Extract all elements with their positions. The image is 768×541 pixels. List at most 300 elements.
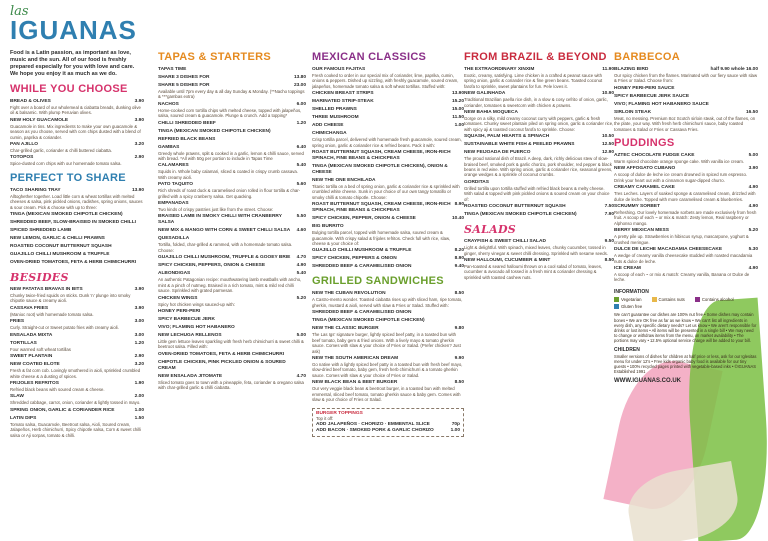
menu-item-price: 9.40 [454,264,464,270]
menu-item-description: Our very veggie black bean & beetroot burger, in a toasted bun with melted emmental, sliced beef tomato, tomato gherkin sauce & baby gem. Comes with slaw & your choice of Fries or Salad. [312,386,461,402]
menu-item [10,408,144,414]
menu-item-price: 1.50 [134,415,144,421]
menu-item-name: OVEN-DRIED TOMATOES, FETA & HERB CHIMICHURRI [10,260,137,266]
menu-item [614,110,758,132]
menu-item-price: 5.30 [748,247,758,253]
menu-item-price: 1.00 [454,123,464,129]
menu-item-price: 3.90 [134,287,144,293]
website-link[interactable]: WWW.IGUANAS.CO.UK [614,378,681,385]
menu-item-description: Traditional Brazilian paella rice dish, in a slow & cosy cefrito of onion, garlic, coriander, tomatoes & sweetcorn with chicken & prawns. [464,97,608,108]
menu-item-row [10,354,144,360]
menu-item-name: NEW LECHUGA RELLENOS [158,332,222,338]
legend-entry [614,304,642,309]
menu-item-name: NEW THE CUBAN REVOLUTION [312,291,386,297]
menu-item [312,202,464,214]
menu-item [614,86,758,92]
menu-item-row [158,137,306,143]
section-title: BESIDES [10,271,69,285]
burger-toppings-box [312,408,464,436]
menu-item-price: 3.00 [134,319,144,325]
menu-item-name: SUSTAINABLE WHITE FISH & PEELED PRAWNS [464,142,575,148]
menu-item-description: Pan-toasted & seared halloumi thrown on a cool salad of tomato, leaves, cucumber & avocado all tossed in a fresh mint & coriander dressing & sprinkled with toasted cashew nuts. [464,263,603,280]
menu-item-name: HONEY PERI-PERI [158,308,201,314]
section-title: FROM BRAZIL & BEYOND [464,51,607,63]
burger-toppings-title: BURGER TOPPINGS [316,411,363,417]
menu-item-name: SPICY BARBECUE JERK SAUCE [614,93,690,99]
menu-item-row [10,236,144,242]
menu-item-price: 12.50 [601,142,614,148]
menu-item-price: 11.50 [452,115,464,121]
brand-logo [10,4,144,45]
menu-item-row [312,91,464,97]
menu-item [10,244,144,250]
menu-item-name: TACO SHARING TRAY [10,187,61,193]
menu-item-name: FRIES [10,319,25,325]
menu-item-price: 2.90 [134,155,144,161]
menu-item-name: NEW AFFOGATO CUBANO [614,166,676,172]
menu-item-row [312,164,464,176]
menu-item-price: 1.90 [134,380,144,386]
menu-item [10,236,144,242]
menu-item-name: NEW THE CLASSIC BURGER [312,326,379,332]
menu-item [464,150,614,178]
menu-item [312,115,464,121]
menu-item-name: SPICED SHREDDED LAMB [10,228,72,234]
menu-item-description: A scoop of each ~ or mix & match: Creamy vanilla, Banana or Dulce de leche. [614,271,750,283]
menu-item-name: NEW GALINHADA [464,91,506,97]
menu-item-name: NACHOS [158,101,179,107]
menu-item [158,271,306,293]
menu-item-name: SHELLED PRAWNS [312,107,357,113]
menu-item [464,204,614,210]
menu-item-name: NEW HOLY GUACAMOLE [10,117,69,123]
menu-item-row [158,263,306,269]
menu-item [312,67,464,89]
menu-item-row [464,212,614,218]
menu-item [158,325,306,331]
menu-item-name: GUAJILLO CHILLI MUSHROOM & TRUFFLE [10,252,110,258]
menu-item [158,296,306,307]
menu-item-row [312,216,464,222]
menu-item-row [10,244,144,250]
menu-item-name: FRIJOLES REFRITOS [10,380,59,386]
menu-item-name: NEW PATATAS BRAVAS IN BITS [10,287,83,293]
menu-item [312,178,464,200]
menu-item-name: SPICY BARBECUE JERK [158,316,215,322]
menu-item-name: HONEY PERI-PERI SAUCE [614,85,675,91]
menu-item-description: Squids in. Whole baby calamari, sliced & coated in crispy crumb cassava. With creamy aioli. [158,169,298,180]
menu-item-row [158,325,306,331]
menu-item [158,228,306,234]
legend-label: Contains nuts [658,296,685,302]
menu-item-description: Spicy hot chicken wings sauced-up with: [158,301,235,307]
legend-swatch-icon [614,297,619,302]
menu-item [464,239,614,256]
menu-column-2 [158,0,306,541]
legend-entry [614,297,642,302]
menu-item-description: Fresh & fat corn cob. Lovingly smothered in aioli, sprinkled crumbled white cheese & a dusting of spices. [10,368,141,379]
menu-item-description: Home-cooked corn tortilla chips with melted cheese, topped with jalapeños, salsa, soured cream & guacamole. Plunge & crunch. Add a topping* [158,107,302,119]
menu-item-price: 9.50 [604,239,614,245]
legend-swatch-icon [652,297,657,302]
menu-item-name: THREE MUSHROOM [312,115,359,121]
menu-item-name: SHREDDED BEEF, SLOW-BRAISED IN SMOKED CHILLI [10,220,136,226]
menu-item [312,318,464,324]
menu-item [10,142,144,153]
menu-item [312,131,464,148]
menu-item-description: Shredded cabbage, carrot, onion, coriander & lightly tossed in mayo. [10,400,141,406]
menu-item-name: ROAST BUTTERNUT SQUASH, CREAM CHEESE, IRON-RICH SPINACH, FINE BEANS & CHICKPEAS [312,202,451,214]
menu-item-description: Fresh cooked to order in our special mix of coriander, lime, paprika, cumin, onions & peppers. Dished up sizzling, with freshly guacamole, soured cream, jalapeños, homemade tomato salsa & soft wheat tortillas. Stuffed with: [312,73,459,89]
menu-item [10,252,144,258]
menu-item-name: TORTILLAS [10,340,37,346]
menu-item-price: 16.50 [745,109,758,115]
menu-item-price: 1.00 [134,407,144,413]
menu-item-price: 23.00 [293,83,306,88]
menu-item [10,416,144,438]
menu-item-name: ALBONDIGAS [158,271,191,277]
menu-item [158,137,306,143]
menu-item [312,326,464,354]
menu-item-name: BRAISED LAMB IN SMOKY CHILLI WITH CRANBERRY SALSA [158,214,282,226]
menu-item [158,121,306,127]
information-text: We can't guarantee our dishes are 100% nut free • Some dishes may contain bones • We are OK free as far as we know • We can't list all ingredients in every dish, any specific dietary needs? Let us know • We aren't responsible for drinks or lost items • All items will be presented in a single bill • We may need to change or withdraw items from the menu, on market availability • The portions may vary • 12.5% optional service charge will be added to your bill. [614,312,757,344]
menu-item-row [10,228,144,234]
menu-item-name: SWEET PLANTAIN [10,354,53,360]
menu-item-price: 5.50 [296,214,306,220]
menu-item-name: CHICKEN BREAST STRIPS [312,91,374,97]
menu-item-description: A Castro-mento wonder. Toasted ciabatta rises up with sliced ham, ripe tomato, gherkin, mustard & aioli, served with slaw & Fries or Salad. Stuffed with: [312,297,463,308]
menu-item-row [614,86,758,92]
brand-name: IGUANAS [10,15,137,45]
legend-label: Contains alcohol [701,296,734,302]
legend-swatch-icon [614,304,619,309]
menu-item [312,224,464,246]
intro-text: Food is a Latin passion, as important as love, music and the sun. All of our food is freshly prepared especially for you with love and care. We hope you enjoy it as much as we do. [10,50,135,77]
menu-item-name: SPICY CHICKEN, PEPPERS & ONION [312,256,397,262]
menu-item [158,129,306,135]
menu-item-description: Chunky twice-fried squids on sticks. Dunk 'n' plunge into smoky chipotle sauce & creamy aioli. [10,293,131,304]
menu-item [158,333,306,350]
menu-item-name: AZTEC CHOCOLATE FUDGE CAKE [614,153,695,159]
menu-item [10,155,144,166]
menu-item-name: NEW BLACK BEAN & BEET BURGER [312,380,398,386]
menu-item [158,255,306,261]
menu-item-name: MARINATED STRIP-STEAK [312,99,374,105]
menu-item-price: 8.50 [454,291,464,297]
menu-item-row [464,142,614,148]
menu-item-price: 4.90 [748,265,758,271]
menu-item-description: Greedy whole prawns, split & cooked in a garlic, lemon & chilli sauce, served with bread. *All with 50g per portion to include in Tapas Time [158,150,304,162]
menu-item-price: 3.00 [134,332,144,338]
menu-item-description: Warm spiced chocolate orange sponge cake. With vanilla ice cream. [614,159,745,165]
menu-item [10,287,144,304]
menu-item-price: 5.60 [296,182,306,188]
menu-item-name: ROASTED COCONUT BUTTERNUT SQUASH [464,204,566,210]
menu-item-description: Grilled tortilla upon tortilla stuffed with refried black beans & melty cheese. With salad & topped with pink pickled onions & soured cream on your choice of: [464,185,610,202]
menu-item-name: TOTOPOS [10,155,34,161]
menu-item [464,91,614,108]
menu-item-row [158,228,306,234]
menu-item-row [464,134,614,140]
menu-item [10,118,144,140]
menu-item [312,164,464,176]
menu-item-price: 11.90 [602,67,614,72]
menu-item-name: REFRIED BLACK BEANS [158,136,216,142]
menu-item-name: NEW FEIJOADA DE PUERCO [464,150,531,156]
menu-item-description: Our spicy chicken from the flames. Marinated with our fiery sauce with slaw & Fries or Salad. Choose from: [614,73,758,84]
menu-item-description: Alltoghether together. Load little corn & wheat tortillas with melted cheeses & salsa, pink pickled onions, radishes, spring onions, sauces & sour cream. Pick & choose with up to three: [10,193,143,210]
menu-item-name: BLAZING BIRD [614,67,649,72]
menu-item [10,260,144,266]
menu-item-name: NEW LEMON, GARLIC & CHILLI PRAWNS [10,236,105,242]
menu-item-price: 4.70 [296,373,306,379]
menu-item-name: BIG BURRITO [312,224,344,230]
menu-item-price: 1.20 [134,340,144,346]
menu-item [464,67,614,89]
menu-item-name: TINGA (MEXICAN SMOKED CHIPOTLE CHICKEN) [10,212,123,218]
menu-column-5 [614,0,766,541]
menu-item [10,394,144,405]
menu-item-name: SIRLOIN STEAK [614,109,652,115]
section-perfect-to-share [10,172,144,266]
burger-toppings-sub: Top it off: [316,416,334,422]
menu-item [312,216,464,222]
menu-item [10,319,144,330]
menu-item-description: Fight over a board of our wholemeal & ciabatta breads, dunking olive oil & balsamic. With plump Peruvian olives. [10,105,141,116]
children-heading: CHILDREN [614,346,640,353]
menu-item-price: 13.90 [131,187,144,193]
menu-item [614,153,758,164]
menu-item-name: ENSALADA MIXTA [10,332,53,338]
information-heading: INFORMATION [614,288,649,295]
menu-item-description: Refried black beans with soured cream & cheese. [10,386,105,392]
menu-item [158,374,306,391]
menu-item-description: Tortilla, folded, char-grilled & rammed, with a homemade tomato salsa. Choose: [158,242,293,253]
menu-item [312,356,464,378]
section-besides [10,271,144,438]
menu-item-name: CHIPOTLE CHICKEN, PINK PICKLED ONION & SOURED CREAM [158,359,286,371]
menu-item-row [312,264,464,270]
menu-item-row [10,260,144,266]
menu-item [10,362,144,379]
section-title: MEXICAN CLASSICS [312,51,427,63]
menu-item-price: 15.20 [451,99,464,105]
menu-item-price: 3.90 [134,305,144,311]
menu-item-name: SCRUMMY SORBET [614,204,661,210]
menu-item [312,291,464,308]
menu-item-description: Curly. Straight-cut or Sweet potato fries with creamy aioli. [10,325,119,331]
menu-item-row [312,99,464,105]
menu-item-price: 5.40 [296,271,306,277]
menu-item-description: Go native with a lightly spiced beef patty in a toasted bun with fresh beef mayo, slow-dried beef tomato, baby gem, fresh herb chimichurri & a tomato gherkin sauce. Comes with slaw & your choice of Fries or Salad. [312,361,463,378]
section-title: WHILE YOU CHOOSE [10,83,128,95]
legend-label: Vegetarian [621,296,642,302]
menu-item-name: THE EXTRAORDINARY XINXIM [464,67,535,72]
menu-item-price: 6.40 [296,144,306,150]
menu-item-name: CASSAVA FRIES [10,305,49,311]
menu-item [464,180,614,202]
menu-item-row [464,204,614,210]
brand-las: las [10,4,29,19]
menu-item-price: 8.20 [454,248,464,254]
menu-item-name: TINGA (MEXICAN SMOKED CHIPOTLE CHICKEN) [158,128,271,134]
menu-item [158,236,306,253]
menu-item [10,99,144,116]
menu-item [158,182,306,199]
menu-item [614,94,758,100]
menu-item-name: PATO TAQUITO [158,182,193,188]
menu-item-price: 7.90 [604,212,614,218]
section-grilled-sandwiches [312,275,464,402]
menu-item-name: SPRING ONION, GARLIC & CORIANDER RICE [10,407,115,413]
menu-item-price: 7.50 [604,204,614,210]
menu-item-name: VIVO; FLAMING HOT HABANERO SAUCE [614,101,709,107]
menu-item-description: Little gem lettuce leaves sparkling with fresh herb chimichurri & sweet chilli & beetroot salsa. Filled with: [158,338,304,350]
menu-item [614,102,758,108]
menu-item-name: OVEN-DRIED TOMATOES, FETA & HERB CHIMICHURRI [158,351,285,357]
section-salads [464,223,614,280]
menu-item-price: 10.50 [601,134,614,140]
menu-item-description: Exotic, creamy, satisfying. Lime chicken in a crafted & peanut sauce with spring onion, garlic & coriander rice & fine green beans. Toasted coconut farofa to sprinkle, sweet plantains for fun. Pele loves it. [464,73,603,89]
menu-item-price: 6.00 [296,101,306,107]
menu-item [312,380,464,402]
menu-item-row [158,309,306,315]
menu-item [158,145,306,162]
menu-item-row [158,317,306,323]
menu-item [614,247,758,264]
menu-item-name: CHIMICHANGA [312,131,347,137]
menu-item [158,201,306,212]
menu-item [614,204,758,226]
menu-item-price: 13.80 [293,75,306,80]
menu-item [10,306,144,317]
menu-item-description: An authentic Patagonian recipe: mouthwatering lamb meatballs with ancho, mint & a pinch of nutmeg. Braised in a rich tomato, mint & mild red chilli sauce. Sprinkled with grated parmesan. [158,277,302,294]
menu-item-price: 2.00 [134,394,144,400]
section-puddings [614,137,758,283]
menu-item-description: Refreshing. Our lovely homemade sorbets are made exclusively from fresh fruit. A scoop of each ~ or mix & match: Zesty lemon, Real raspberry or Alphonso mango. [614,210,757,226]
legend-label: Gluten free [621,304,643,310]
menu-item [10,341,144,352]
menu-item [158,352,306,358]
menu-item [312,310,464,316]
menu-item [10,212,144,218]
section-title: BARBECOA [614,51,680,63]
dietary-legend [614,297,758,310]
menu-item-name: CRAYFISH & SWEET CHILLI SALAD [464,239,546,245]
menu-item-price: 5.20 [296,295,306,301]
menu-item-price: 3.20 [134,362,144,368]
menu-item [312,107,464,113]
menu-item-name: QUESADILLA [158,236,190,242]
menu-item-price: 1.20 [296,120,306,126]
burger-toppings-row-1: ADD JALAPEÑOS · CHORIZO · EMMENTAL SLICE 70p [316,421,460,427]
menu-column-4 [464,0,614,541]
menu-item-name: NEW THE ONE ENCHILADA [312,178,376,184]
legend-entry [652,297,685,302]
menu-item-name: BERRY MEXICAN MESS [614,228,669,234]
menu-item-name: GORDITAS [464,179,489,185]
menu-item-row [10,220,144,226]
menu-item [158,263,306,269]
menu-item-name: TINGA (MEXICAN SMOKED CHIPOTLE CHICKEN) [312,318,425,324]
menu-item-price: 8.50 [454,380,464,386]
menu-item-name: ROASTED COCONUT BUTTERNUT SQUASH [10,244,112,250]
menu-item-price: 8.90 [454,202,464,208]
menu-item-name: NEW ENSALADA JITOMATE [158,373,223,379]
menu-item-price: 10.40 [451,216,464,222]
menu-item-name: SHARE 3 DISHES FOR [158,75,210,80]
menu-item-price: 4.60 [296,228,306,234]
menu-item [614,67,758,84]
menu-item-name: GUAJILLO CHILLI MUSHROOM & TRUFFLE [312,248,412,254]
menu-item-name: NEW MIX & MANGO WITH CORN & SWEET CHILLI SALSA [158,228,291,234]
menu-item-price: 5.40 [296,163,306,169]
menu-item-price: 13.90 [451,91,464,97]
menu-item-description: Titanic tortilla on a bed of spring onion, garlic & coriander rice & sprinkled with crumbled white cheese. Sunk in your choice of our own tangy tomatillo or smoky chilli & tomato chipotle. Choose: [312,184,460,200]
menu-item-price: 10.90 [601,91,614,97]
menu-item-description: A scoop of dulce de leche ice cream drowned in spiced rum espresso. Drink your heart out with a cinnamon sugar-dipped churro. [614,172,748,183]
menu-item-name: TAPAS TIME [158,67,187,72]
menu-item-description: A wedge of creamy vanilla cheesecake studded with roasted macadamia nuts & dulce de leche. [614,253,753,264]
menu-item-name: ADD CHEESE [312,123,344,129]
menu-item-row [158,255,306,261]
menu-item [10,228,144,234]
menu-item-description: The proud national dish of Brazil. A deep, dark, richly delicious stew of slow-braised beef, smoked pork & garlic chorizo, pork shoulder, red pepper & black beans in red wine. With spring onion, garlic & coriander rice, seasonal greens, orange wedges & a sprinkle of coconut crumbs. [464,156,613,178]
burger-toppings-row-2: ADD BACON · SMOKED PORK & GARLIC CHORIZO 1.00 [316,427,460,433]
menu-item [614,185,758,202]
menu-item-description: Two kinds of crispy pastries just like from the street. Choose: [158,207,274,213]
menu-item-name: SLAW [10,394,24,400]
menu-item [10,220,144,226]
legend-swatch-icon [695,297,700,302]
section-brazil [464,51,614,218]
menu-item-row [158,360,306,372]
menu-item-price: 5.00 [748,153,758,159]
menu-item [614,266,758,283]
menu-item-description: Available until 7pm every day & all day Sunday & Monday. (**Nacho toppings & ***gambas extra) [158,89,305,100]
menu-item-row [10,252,144,258]
section-barbecoa [614,51,758,132]
menu-item [10,188,144,210]
information-panel [614,289,758,385]
menu-item [312,91,464,97]
menu-item-name: GAMBAS [158,144,180,150]
menu-column-1 [0,0,150,541]
menu-item [158,102,306,119]
legend-entry [695,297,734,302]
menu-item-name: CHILLI SHREDDED BEEF [158,120,216,126]
menu-item-row [312,107,464,113]
section-title: SALADS [464,223,517,237]
menu-item-description: The Las Igs' signature burger, lightly spiced beef patty, in a toasted bun with beef tomato, baby gem & fried onions. With a lively mayo & tomato gherkin sauce. Comes with slaw & your choice of Fries or Salad. (Prefer chicken? Just ask) [312,332,461,354]
menu-item-name: NEW BAHIA MOQUECA [464,110,518,116]
section-title: PUDDINGS [614,137,675,150]
menu-item [158,214,306,226]
menu-item [158,309,306,315]
menu-item-price: 8.90 [454,256,464,262]
section-title: GRILLED SANDWICHES [312,275,444,288]
menu-item [312,99,464,105]
menu-item-name: SHREDDED BEEF & CARAMELISED ONION [312,310,412,316]
menu-item-price: 3.90 [134,117,144,123]
menu-item-row [158,129,306,135]
menu-item-price: 12.90 [601,150,614,156]
menu-item [158,317,306,323]
menu-item [10,381,144,392]
menu-item-price: 15.00 [451,107,464,113]
menu-item-name: CALAMARES [158,163,189,169]
